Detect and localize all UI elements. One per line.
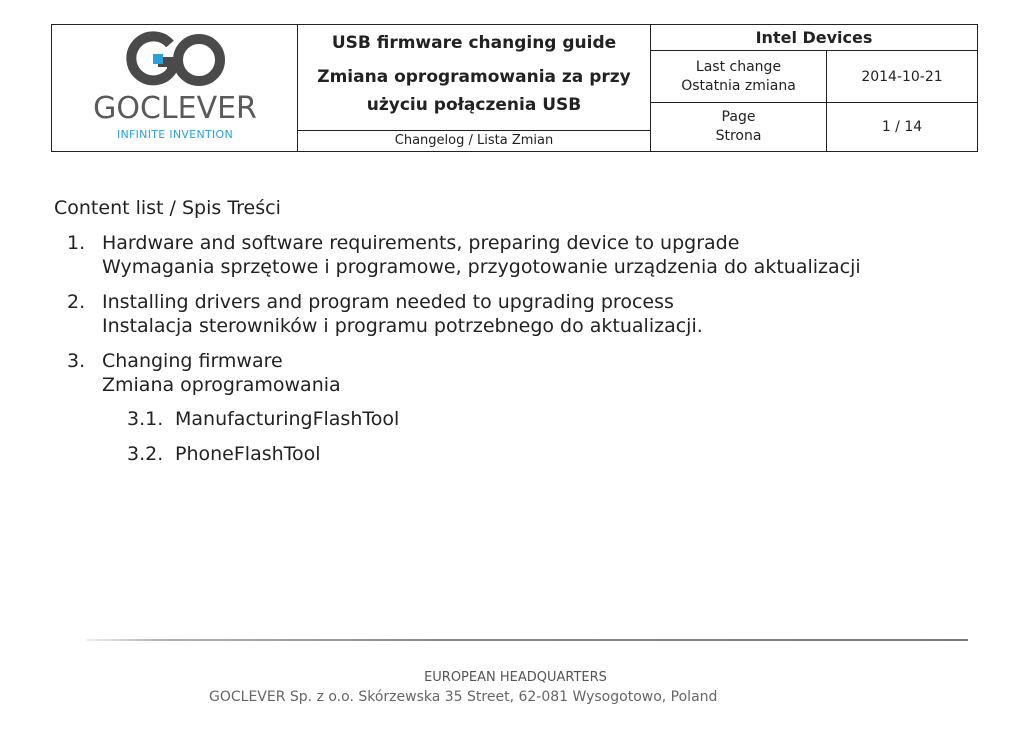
title-english: USB firmware changing guide: [331, 33, 617, 53]
toc-item-text: [102, 349, 341, 397]
last-change-label-cell: [651, 51, 827, 103]
toc-item-number: 3.: [67, 350, 86, 372]
page-label-pl: Strona: [715, 128, 762, 144]
footer-hq-label: EUROPEAN HEADQUARTERS: [424, 670, 607, 685]
toc-item-line-pl: Instalacja sterowników i programu potrzebnego do aktualizacji.: [102, 315, 703, 337]
last-change-label-pl: Ostatnia zmiana: [681, 77, 796, 94]
title-polish-line2: użyciu połączenia USB: [366, 95, 582, 115]
toc-subitem-number: 3.1.: [127, 408, 164, 430]
last-change-value: 2014-10-21: [861, 68, 943, 85]
last-change-label-en: Last change: [695, 58, 782, 75]
document-header: [51, 24, 978, 152]
toc-item-line-pl: Zmiana oprogramowania: [102, 374, 341, 396]
devices-cell: [651, 25, 977, 51]
footer-address: GOCLEVER Sp. z o.o. Skórzewska 35 Street, 62-081 Wysogotowo, Poland: [209, 689, 718, 705]
page-label-en: Page: [721, 109, 756, 125]
toc-subitem-label: PhoneFlashTool: [175, 443, 321, 465]
title-cell: [298, 25, 651, 131]
toc-item-number: 1.: [67, 232, 86, 254]
logo-cell: [52, 25, 298, 151]
toc-item-line-en: Changing firmware: [102, 350, 283, 372]
changelog-cell: [298, 131, 651, 151]
toc-item-number: 2.: [67, 291, 86, 313]
toc-item-line-en: Hardware and software requirements, preparing device to upgrade: [102, 232, 740, 254]
page-value-cell: [827, 103, 977, 151]
toc-item-line-en: Installing drivers and program needed to upgrading process: [102, 291, 674, 313]
brand-wordmark: GOCLEVER: [93, 91, 257, 126]
toc-heading: Content list / Spis Treści: [54, 197, 281, 219]
title-polish: [298, 63, 650, 119]
toc-item-text: [102, 231, 861, 279]
toc-subitem-label: ManufacturingFlashTool: [175, 408, 400, 430]
go-logo-mark-icon: [126, 30, 226, 90]
goclever-logo: [52, 25, 298, 151]
footer-divider: [86, 639, 968, 641]
changelog-label: Changelog / Lista Zmian: [394, 133, 554, 148]
last-change-value-cell: [827, 51, 977, 103]
toc-subitem-number: 3.2.: [127, 443, 164, 465]
footer-headquarters-title: [0, 670, 1024, 685]
title-polish-line1: Zmiana oprogramowania za przy: [317, 67, 631, 87]
toc-item-line-pl: Wymagania sprzętowe i programowe, przygotowanie urządzenia do aktualizacji: [102, 256, 861, 278]
devices-label: Intel Devices: [755, 28, 873, 47]
page-number: 1 / 14: [881, 119, 923, 135]
toc-item-text: [102, 290, 703, 338]
page-label-cell: [651, 103, 827, 151]
brand-tagline: INFINITE INVENTION: [116, 128, 234, 141]
